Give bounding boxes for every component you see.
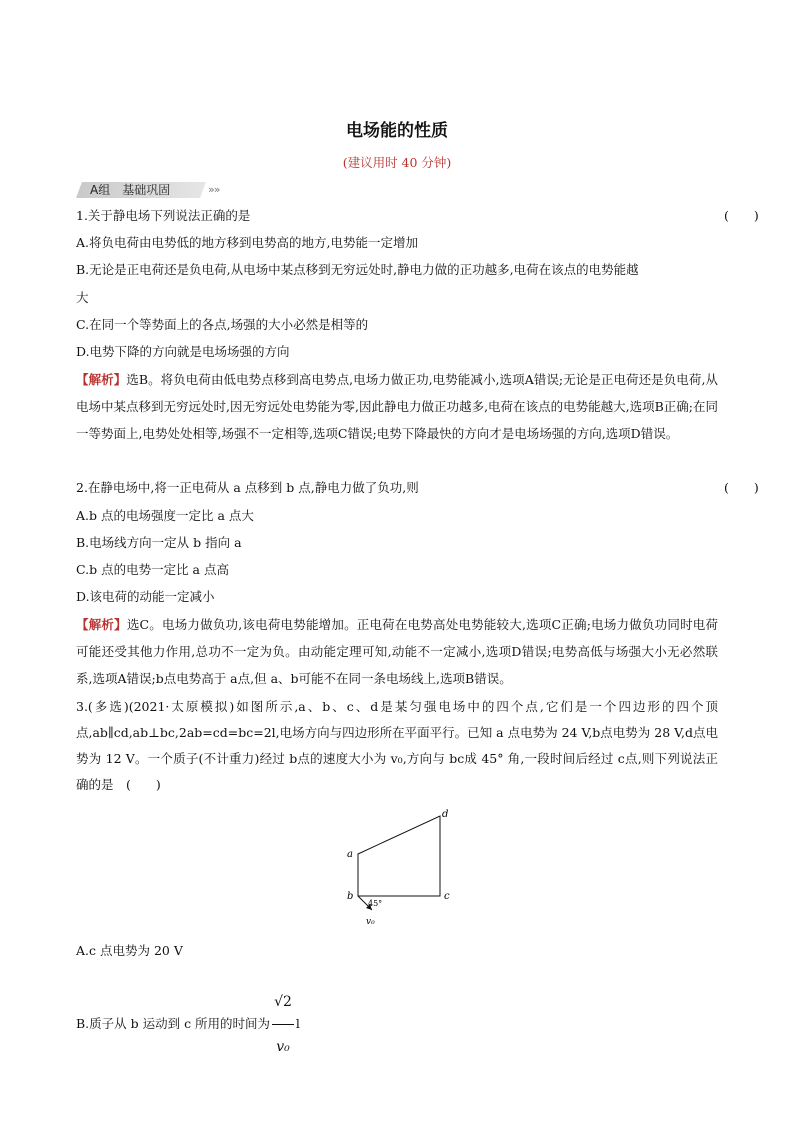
q3-option-b-text: B.质子从 b 运动到 c 所用的时间为	[76, 1016, 271, 1031]
q1-option-b-cont: 大	[76, 290, 89, 305]
section-header	[76, 182, 226, 198]
q2-stem: 2.在静电场中,将一正电荷从 a 点移到 b 点,静电力做了负功,则	[76, 480, 419, 495]
q2-option-b: B.电场线方向一定从 b 指向 a	[76, 535, 242, 550]
q1-option-a: A.将负电荷由电势低的地方移到电势高的地方,电势能一定增加	[76, 235, 418, 250]
q1-analysis-text: 选B。将负电荷由低电势点移到高电势点,电场力做正功,电势能减小,选项A错误;无论是正电荷还是负电荷,从电场中某点移到无穷远处时,因无穷远处电势能为零,因此静电力做正功越多,电荷在该点的电势能越大,选项B正确;在同一等势面上,电势处处相等,场强不一定相等,选项C错误;电势下降最快的方向才是电场场强的方向,选项D错误。	[76, 372, 718, 441]
fraction	[272, 980, 294, 1069]
label-b: b	[347, 891, 354, 902]
q2-answer-paren: ( )	[724, 480, 759, 495]
analysis-tag: 【解析】	[76, 372, 127, 387]
q3-option-b	[76, 980, 300, 1069]
q2-option-a: A.b 点的电场强度一定比 a 点大	[76, 508, 254, 523]
page-title: 电场能的性质	[346, 121, 448, 141]
q3-option-a: A.c 点电势为 20 V	[76, 943, 183, 958]
chevron-right-icon: »»	[208, 183, 220, 196]
suggested-time: (建议用时 40 分钟)	[342, 155, 452, 170]
quadrilateral-abcd	[358, 816, 440, 896]
q1-stem: 1.关于静电场下列说法正确的是	[76, 208, 251, 223]
quadrilateral-figure	[340, 808, 470, 930]
label-a: a	[347, 849, 353, 860]
analysis-tag: 【解析】	[76, 617, 127, 632]
q3-option-b-suffix: l	[295, 1016, 300, 1031]
q2-analysis	[76, 611, 718, 692]
q2-option-d: D.该电荷的动能一定减小	[76, 589, 215, 604]
q1-option-b: B.无论是正电荷还是负电荷,从电场中某点移到无穷远处时,静电力做的正功越多,电荷在该点的电势能越	[76, 262, 639, 277]
q1-answer-paren: ( )	[724, 208, 759, 223]
q2-analysis-text: 选C。电场力做负功,该电荷电势能增加。正电荷在电势高处电势能较大,选项C正确;电场力做负功同时电荷可能还受其他力作用,总功不一定为负。由动能定理可知,动能不一定减小,选项D错误;电势高低与场强大小无必然联系,选项A错误;b点电势高于 a点,但 a、b可能不在同一条电场线上,选项B错误。	[76, 617, 718, 686]
label-c: c	[444, 891, 450, 902]
label-angle: 45°	[368, 899, 383, 908]
q2-option-c: C.b 点的电势一定比 a 点高	[76, 562, 229, 577]
fraction-numerator: √2	[272, 980, 294, 1025]
section-label: A组 基础巩固	[90, 183, 171, 197]
q1-option-d: D.电势下降的方向就是电场场强的方向	[76, 344, 290, 359]
q3-stem: 3.(多选)(2021·太原模拟)如图所示,a、b、c、d是某匀强电场中的四个点,它们是一个四边形的四个顶点,ab∥cd,ab⊥bc,2ab=cd=bc=2l,电场方向与四边形所在平面平行。已知 a 点电势为 24 V,b点电势为 28 V,d点电势为 12 V。一个质子(不计重力)经过 b点的速度大小为 v₀,方向与 bc成 45° 角,一段时间后经过 c点,则下列说法正确的是 ( )	[76, 699, 718, 792]
label-d: d	[442, 809, 449, 820]
label-v0: v₀	[366, 917, 375, 927]
q1-option-c: C.在同一个等势面上的各点,场强的大小必然是相等的	[76, 317, 369, 332]
q1-analysis	[76, 366, 718, 447]
fraction-denominator: v₀	[276, 1039, 290, 1055]
